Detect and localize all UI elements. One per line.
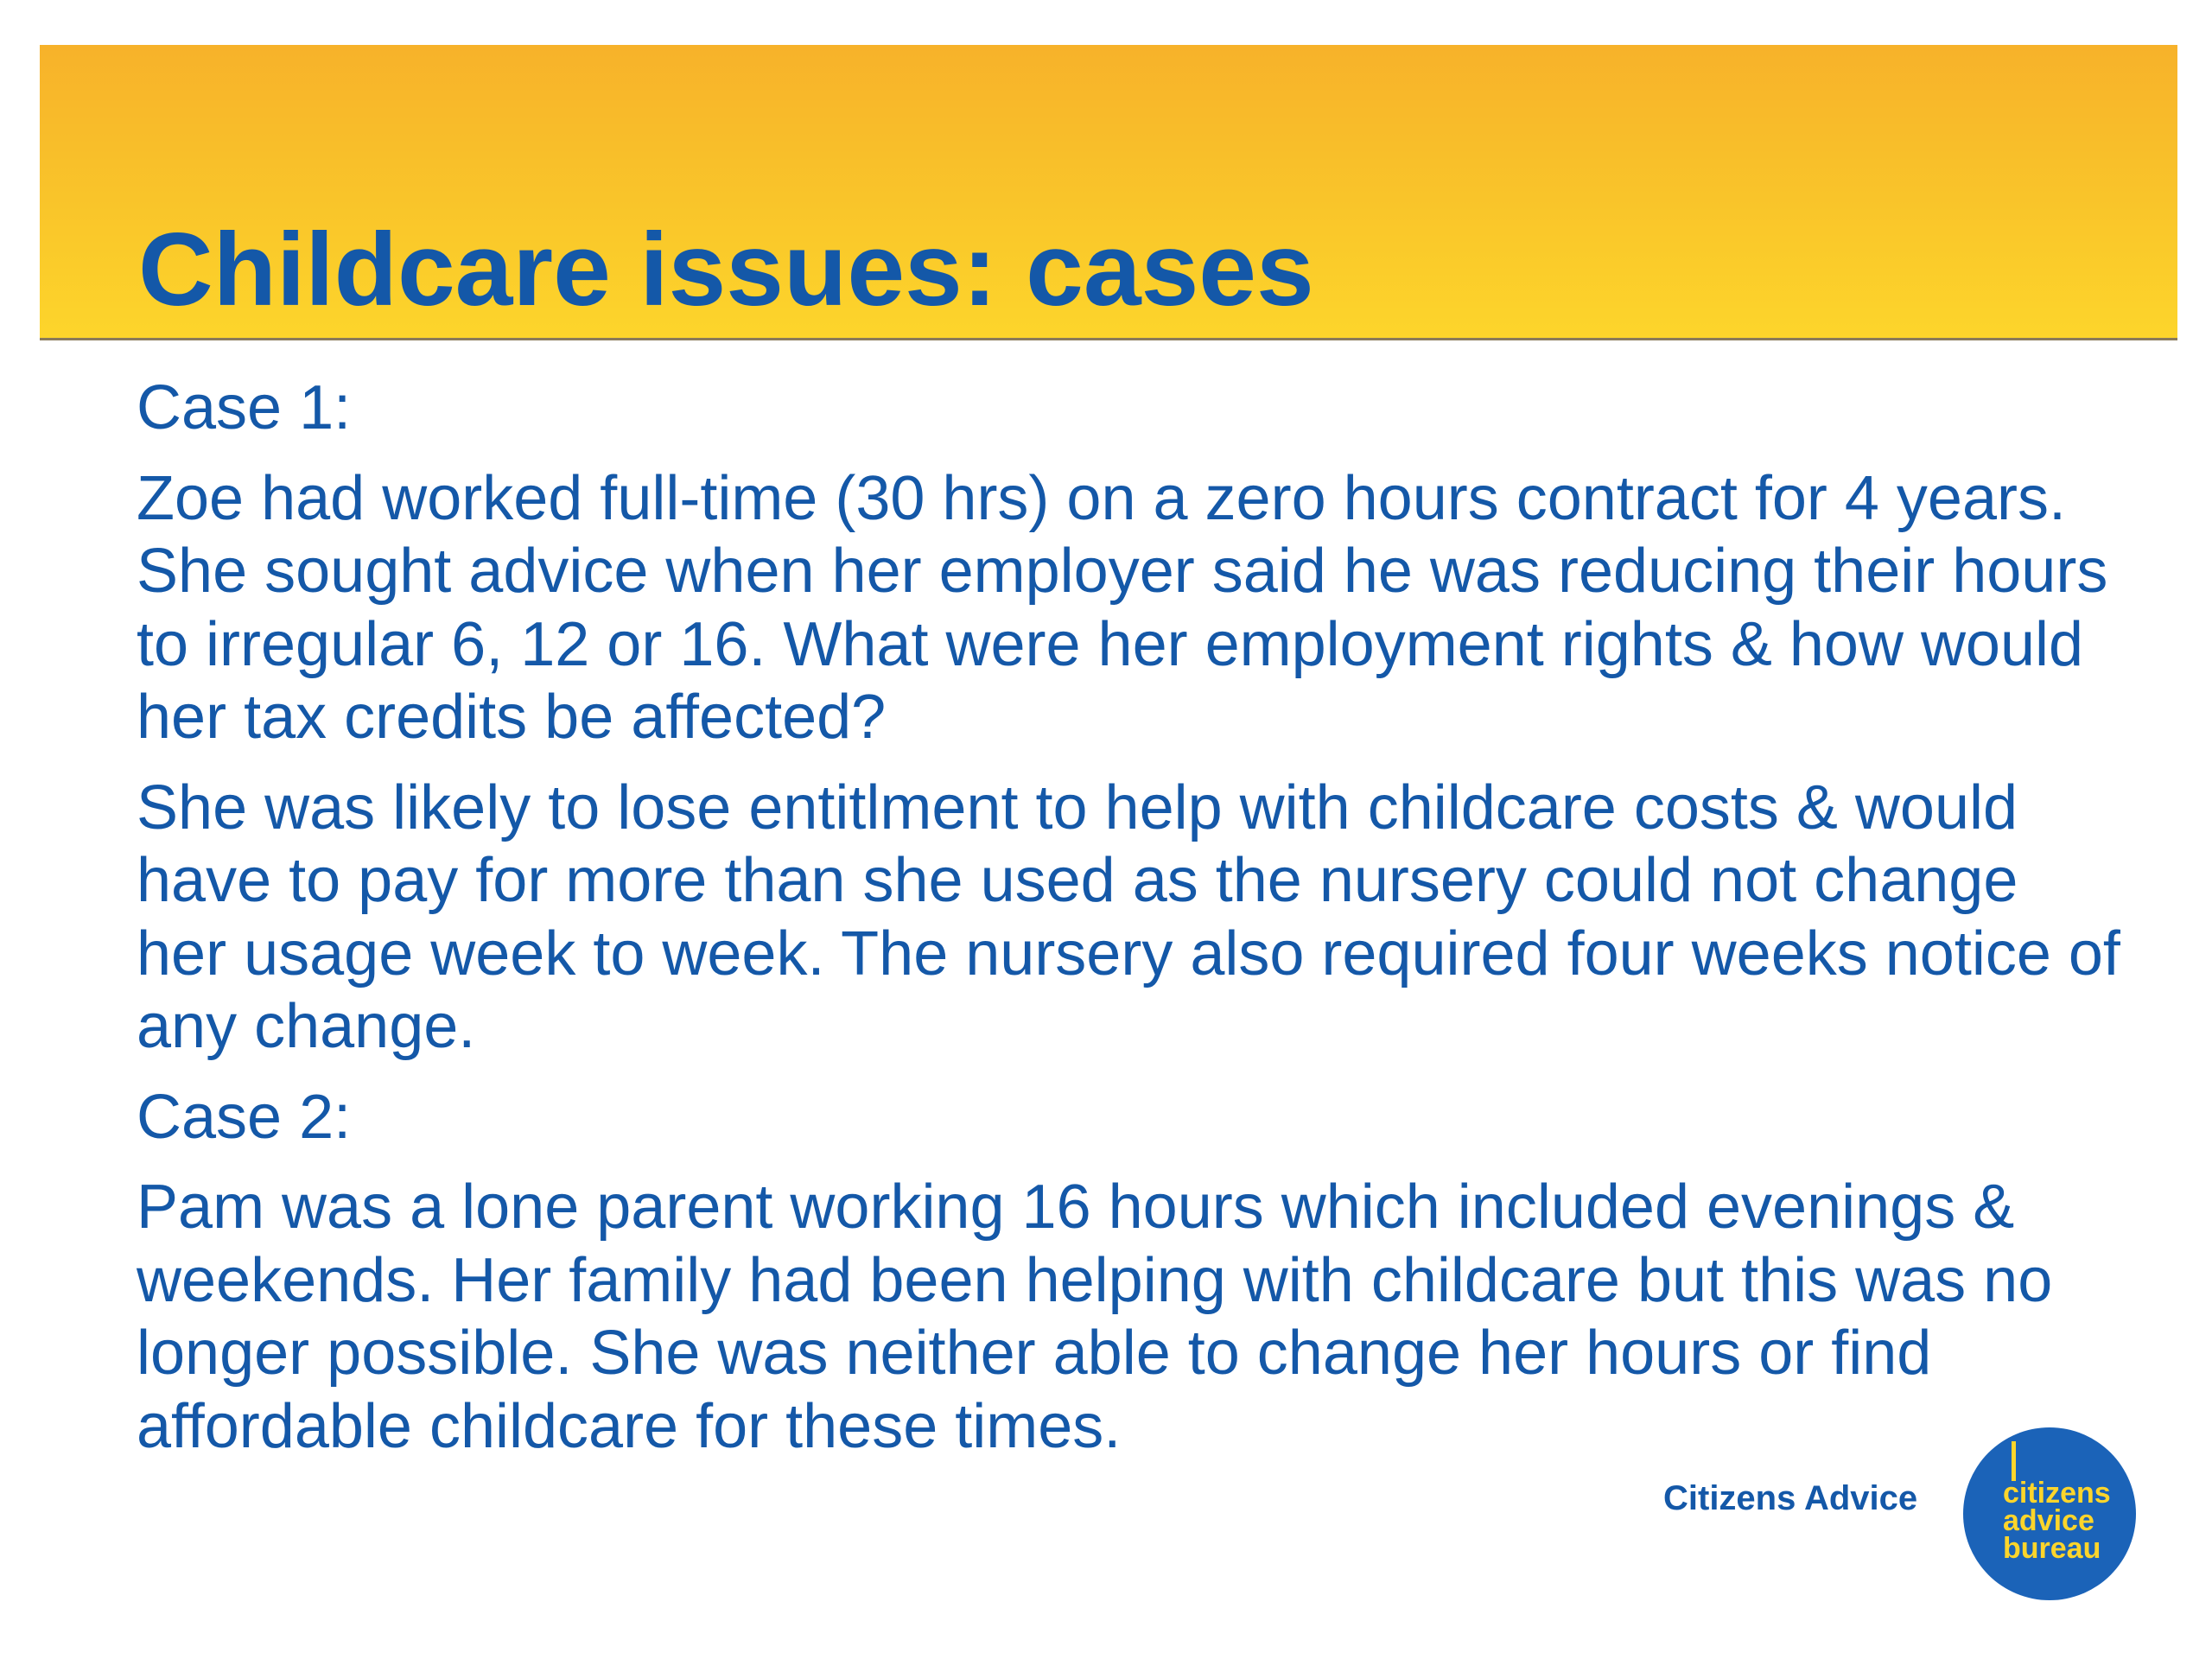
logo-text — [2003, 1477, 2111, 1565]
case-1-outcome: She was likely to lose entitlment to help with childcare costs & would have to pay for more than she used as the nursery could not change her usage week to week. The nursery also required four weeks notice of any change. — [137, 772, 2120, 1061]
slide-body — [137, 372, 2124, 1480]
logo-accent-bar — [2012, 1441, 2016, 1481]
case-2-heading: Case 2: — [137, 1082, 352, 1152]
citizens-advice-bureau-logo — [1963, 1427, 2136, 1600]
case-1-description: Zoe had worked full-time (30 hrs) on a zero hours contract for 4 years. She sought advice when her employer said he was reducing their hours to irregular 6, 12 or 16. What were her employment rights & how would her tax credits be affected? — [137, 463, 2108, 752]
case-2-description: Pam was a lone parent working 16 hours which included evenings & weekends. Her family had been helping with childcare but this was no longer possible. She was neither able to change her hours or find affordable childcare for these times. — [137, 1173, 2053, 1461]
case-1-heading: Case 1: — [137, 373, 352, 442]
logo-line-citizens: citizens — [2003, 1477, 2111, 1510]
logo-line-advice: advice — [2003, 1504, 2094, 1537]
logo-line-bureau: bureau — [2003, 1532, 2101, 1565]
citizens-advice-wordmark: Citizens Advice — [1663, 1479, 1918, 1517]
slide-title: Childcare issues: cases — [138, 212, 1314, 327]
